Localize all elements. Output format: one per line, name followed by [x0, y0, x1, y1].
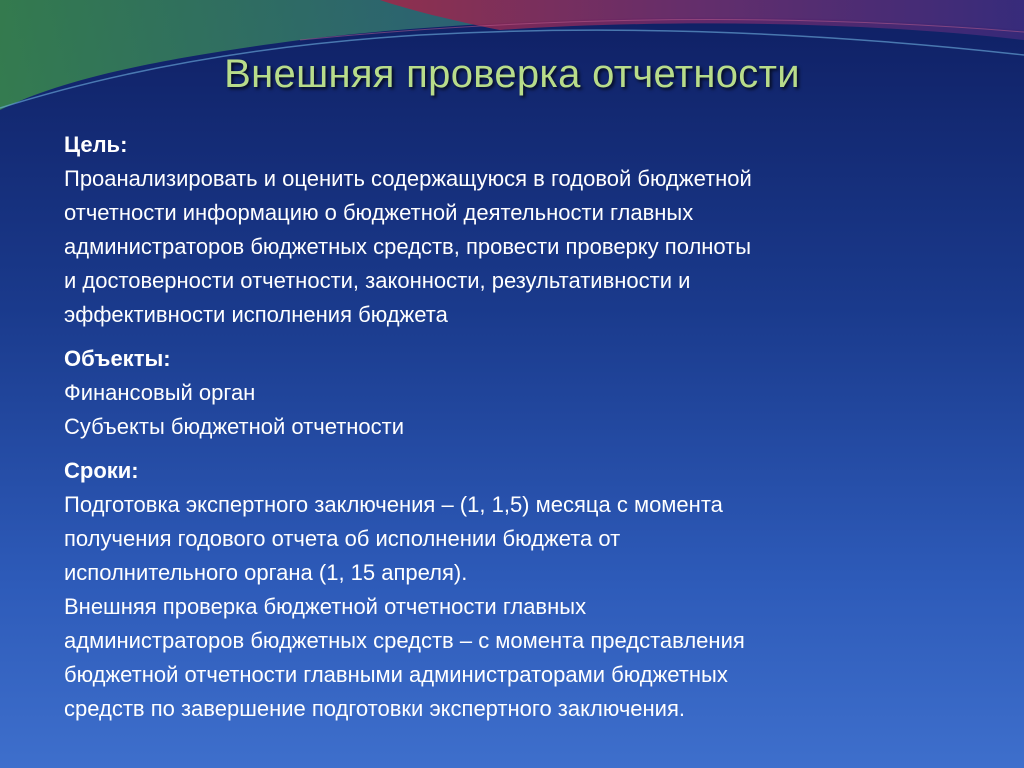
section-heading: Цель: [64, 132, 128, 157]
text-line: получения годового отчета об исполнении бюджета от [64, 526, 621, 551]
text-line: Проанализировать и оценить содержащуюся в годовой бюджетной [64, 166, 752, 191]
wave-red [380, 0, 1024, 40]
slide-title: Внешняя проверка отчетности [224, 52, 800, 96]
section-deadlines [64, 454, 964, 726]
text-line: средств по завершение подготовки экспертного заключения. [64, 696, 685, 721]
text-line: Подготовка экспертного заключения – (1, 1,5) месяца с момента [64, 492, 723, 517]
text-line: администраторов бюджетных средств, провести проверку полноты [64, 234, 752, 259]
slide-content [64, 128, 964, 736]
text-line: исполнительного органа (1, 15 апреля). [64, 560, 468, 585]
section-objects [64, 342, 964, 444]
text-line: Финансовый орган [64, 380, 256, 405]
section-heading: Объекты: [64, 346, 171, 371]
text-line: отчетности информацию о бюджетной деятельности главных [64, 200, 694, 225]
section-heading: Сроки: [64, 458, 139, 483]
text-line: администраторов бюджетных средств – с момента представления [64, 628, 745, 653]
text-line: эффективности исполнения бюджета [64, 302, 448, 327]
text-line: и достоверности отчетности, законности, результативности и [64, 268, 691, 293]
text-line: бюджетной отчетности главными администраторами бюджетных [64, 662, 728, 687]
text-line: Субъекты бюджетной отчетности [64, 414, 405, 439]
text-line: Внешняя проверка бюджетной отчетности главных [64, 594, 587, 619]
section-goal [64, 128, 964, 332]
